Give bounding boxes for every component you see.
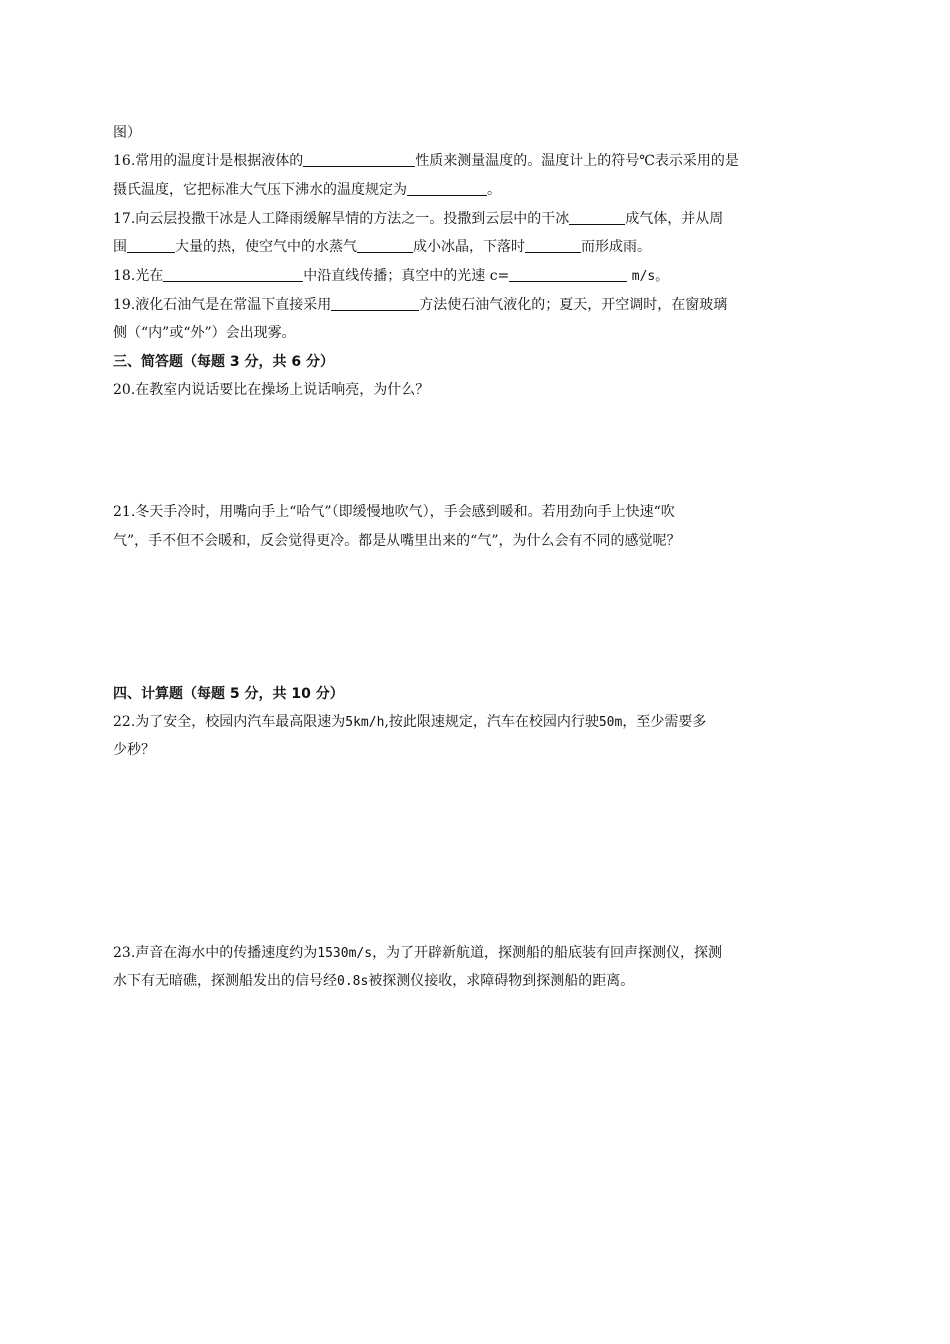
question-23-line-2 [113, 971, 840, 992]
q19-text-b: 方法使石油气液化的；夏天，开空调时，在窗玻璃 [419, 297, 728, 313]
q17-blank-3[interactable] [357, 238, 413, 253]
q17-text-d: 大量的热，使空气中的水蒸气 [175, 239, 357, 255]
question-23-line-1 [113, 943, 840, 964]
q19-blank-1[interactable] [331, 296, 419, 311]
question-18 [113, 266, 840, 287]
q16-text-c: 摄氏温度，它把标准大气压下沸水的温度规定为 [113, 182, 407, 198]
q16-text-d: 。 [487, 182, 501, 198]
q16-blank-1[interactable] [303, 152, 415, 167]
q18-blank-1[interactable] [163, 267, 303, 282]
q17-text-c: 围 [113, 239, 127, 255]
q22-text-a: 22.为了安全，校园内汽车最高限速为 [113, 714, 346, 730]
q22-speed: 5km/h [345, 715, 385, 730]
q17-blank-4[interactable] [525, 238, 581, 253]
question-22-line-1 [113, 712, 840, 733]
question-20: 20.在教室内说话要比在操场上说话响亮，为什么？ [113, 382, 430, 398]
q23-speed: 1530m/s [317, 946, 373, 961]
section-3-heading: 三、简答题（每题 3 分，共 6 分） [113, 354, 334, 370]
q18-text-a: 18.光在 [113, 268, 164, 284]
question-17-line-1 [113, 209, 840, 229]
q22-distance: 50m [598, 715, 623, 730]
question-19-line-1 [113, 295, 840, 315]
q17-blank-1[interactable] [569, 210, 625, 225]
q17-text-e: 成小冰晶，下落时 [413, 239, 525, 255]
q19-text-a: 19.液化石油气是在常温下直接采用 [113, 297, 332, 313]
q16-text-b: 性质来测量温度的。温度计上的符号℃表示采用的是 [415, 153, 739, 169]
q18-text-b: 中沿直线传播；真空中的光速 c= [303, 268, 510, 284]
q18-unit: m/s。 [631, 269, 669, 284]
q17-text-b: 成气体，并从周 [625, 211, 724, 227]
q17-text-a: 17.向云层投撒干冰是人工降雨缓解旱情的方法之一。投撒到云层中的干冰 [113, 211, 570, 227]
q15-tail: 图） [113, 125, 141, 141]
question-21-line-2: 气”，手不但不会暖和，反会觉得更冷。都是从嘴里出来的“气”，为什么会有不同的感觉呢？ [113, 533, 681, 549]
section-4-heading: 四、计算题（每题 5 分，共 10 分） [113, 686, 344, 702]
q16-text-a: 16.常用的温度计是根据液体的 [113, 153, 304, 169]
question-16-line-2 [113, 180, 840, 200]
question-21-line-1: 21.冬天手冷时，用嘴向手上“哈气”（即缓慢地吹气），手会感到暖和。若用劲向手上快速“吹 [113, 504, 675, 520]
q23-text-d: 被探测仪接收，求障碍物到探测船的距离。 [368, 973, 635, 989]
q22-text-c: ，至少需要多 [622, 714, 707, 730]
question-22-line-2: 少秒？ [113, 742, 155, 758]
question-16-line-1 [113, 151, 840, 171]
question-19-line-2: 侧（“内”或“外”）会出现雾。 [113, 325, 296, 341]
q23-text-c: 水下有无暗礁，探测船发出的信号经 [113, 973, 337, 989]
q17-blank-2[interactable] [127, 238, 175, 253]
q23-text-a: 23.声音在海水中的传播速度约为 [113, 945, 318, 961]
q17-text-f: 而形成雨。 [581, 239, 651, 255]
q22-text-b: ,按此限速规定，汽车在校园内行驶 [384, 714, 599, 730]
question-17-line-2 [113, 237, 840, 257]
q23-text-b: ，为了开辟新航道，探测船的船底装有回声探测仪，探测 [372, 945, 723, 961]
q18-blank-2[interactable] [509, 267, 627, 282]
q16-blank-2[interactable] [407, 181, 487, 196]
q23-time: 0.8s [337, 974, 369, 989]
